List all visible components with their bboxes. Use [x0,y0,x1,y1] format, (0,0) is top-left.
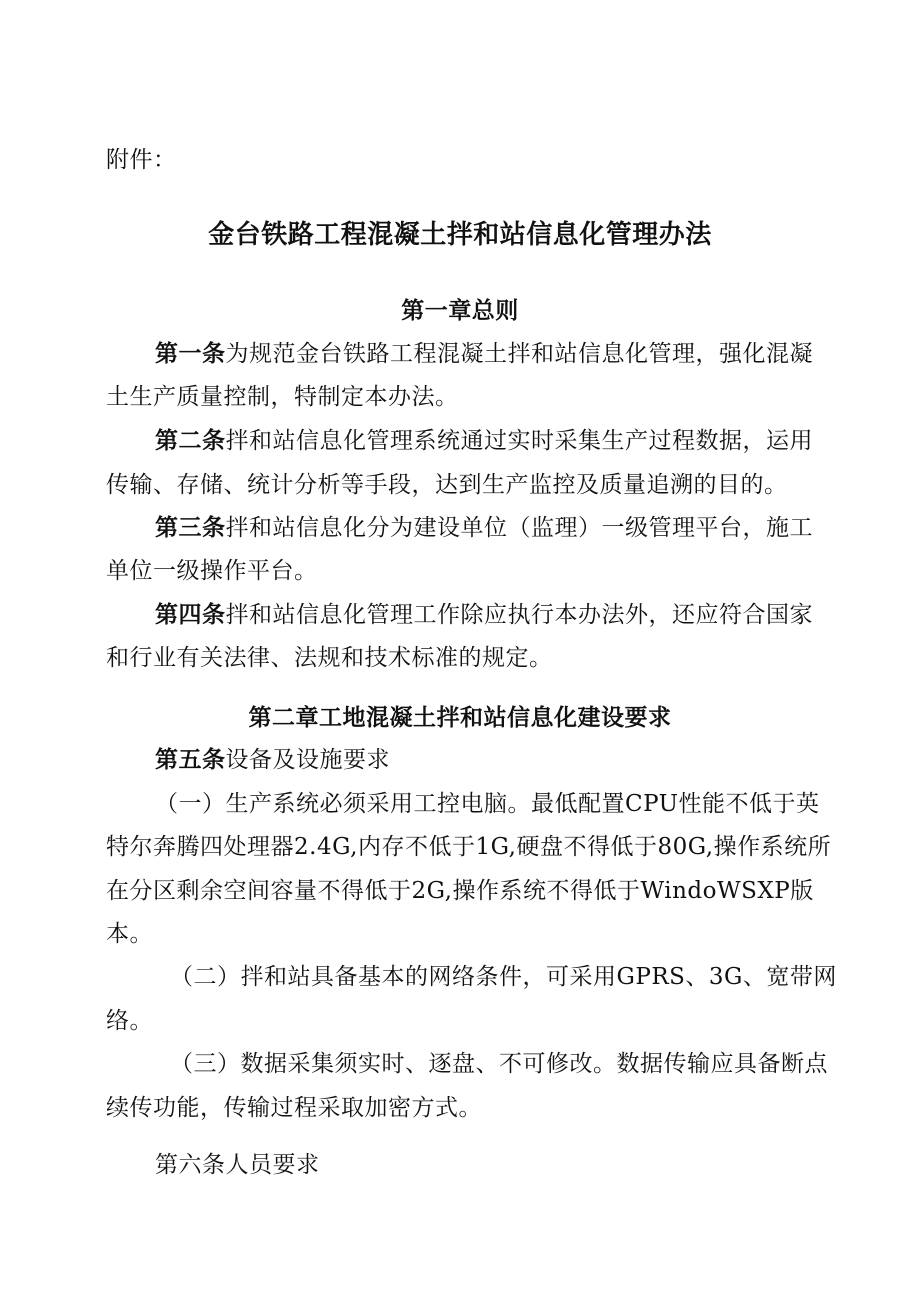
article-5-label: 第五条 [155,747,226,773]
article-4-line-1 [155,600,813,630]
article-3-label: 第三条 [155,515,226,541]
article-2-line-1 [155,426,813,456]
attachment-label: 附件： [106,147,177,173]
article-3-line-2: 单位一级操作平台。 [106,558,318,584]
article-5-text: 设备及设施要求 [225,747,390,773]
item-1-line-2: 特尔奔腾四处理器2.4G,内存不低于1G,硬盘不得低于80G,操作系统所 [106,834,832,860]
item-2-line-1: （二）拌和站具备基本的网络条件，可采用GPRS、3G、宽带网 [170,964,837,990]
article-5-line [155,745,390,775]
article-2-line-2: 传输、存储、统计分析等手段，达到生产监控及质量追溯的目的。 [106,472,788,498]
item-1-line-4: 本。 [106,921,153,947]
chapter-2-title: 第二章工地混凝土拌和站信息化建设要求 [248,705,672,731]
article-1-line-1 [155,339,813,369]
article-6-line: 第六条人员要求 [155,1152,320,1178]
article-1-label: 第一条 [155,341,226,367]
article-4-text-1: 拌和站信息化管理工作除应执行本办法外，还应符合国家 [225,602,813,628]
chapter-1-title: 第一章总则 [401,298,519,324]
article-4-line-2: 和行业有关法律、法规和技术标准的规定。 [106,645,553,671]
article-2-text-1: 拌和站信息化管理系统通过实时采集生产过程数据，运用 [225,428,813,454]
item-2-line-2: 络。 [106,1008,153,1034]
article-2-label: 第二条 [155,428,226,454]
item-3-line-1: （三）数据采集须实时、逐盘、不可修改。数据传输应具备断点 [170,1051,828,1077]
article-3-line-1 [155,513,813,543]
document-title: 金台铁路工程混凝土拌和站信息化管理办法 [208,220,712,250]
article-1-line-2: 土生产质量控制，特制定本办法。 [106,384,459,410]
article-3-text-1: 拌和站信息化分为建设单位（监理）一级管理平台，施工 [225,515,813,541]
item-1-line-1: （一）生产系统必须采用工控电脑。最低配置CPU性能不低于英 [155,791,820,817]
item-3-line-2: 续传功能，传输过程采取加密方式。 [106,1095,482,1121]
article-4-label: 第四条 [155,602,226,628]
article-1-text-1: 为规范金台铁路工程混凝土拌和站信息化管理，强化混凝 [225,341,813,367]
item-1-line-3: 在分区剩余空间容量不得低于2G,操作系统不得低于WindoWSXP版 [106,878,814,904]
